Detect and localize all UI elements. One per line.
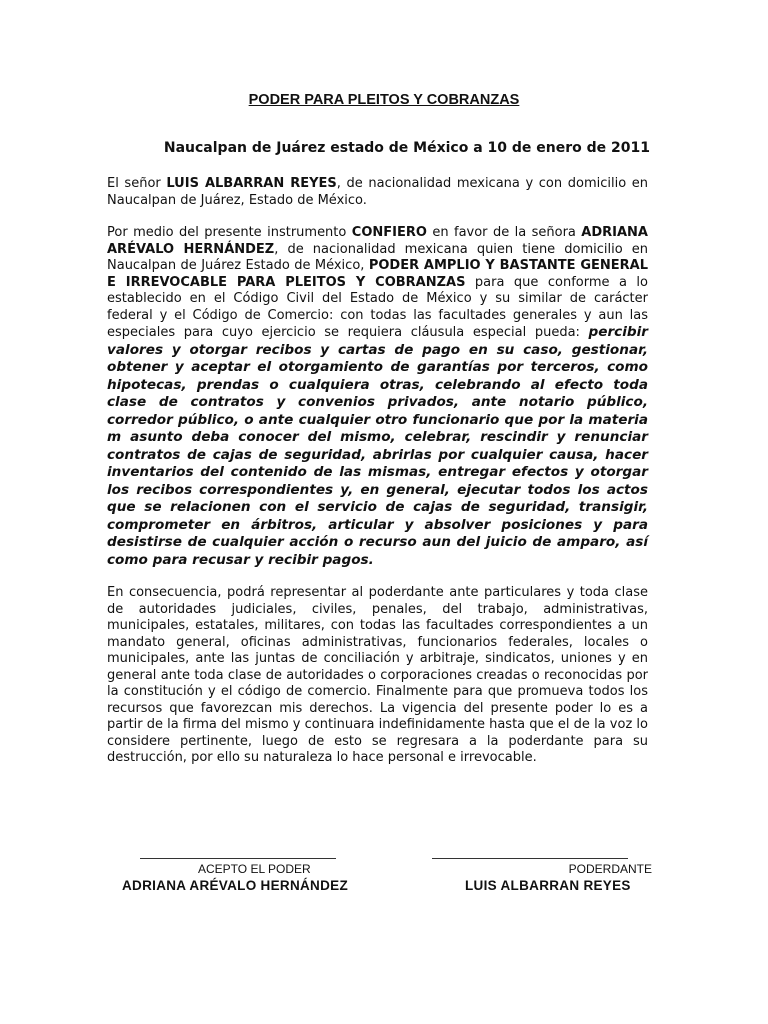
powers-list: percibir valores y otorgar recibos y cartas de pago en su caso, gestionar, obtener y aceptar el otorgamiento de garantías por terceros, como hipotecas, prendas o cualquiera otras, celebrando al efecto toda clase de contratos y convenios privados, ante notario público, corredor público, o ante cualquier otro funcionario que por la materia m asunto deba conocer del mismo, celebrar, rescindir y renunciar contratos de cajas de seguridad, abrirlas por cualquier causa, hacer inventarios del contenido de las mismas, entregar efectos y otorgar los recibos correspondientes y, en general, ejecutar todos los actos que se relacionen con el servicio de cajas de seguridad, transigir, comprometer en árbitros, articular y absolver posiciones y para desistirse de cualquier acción o recurso aun del juicio de amparo, así como para recusar y recibir pagos. [107,324,648,568]
power-type: PODER AMPLIO Y BASTANTE GENERAL E IRREVOCABLE PARA PLEITOS Y COBRANZAS [107,258,648,290]
signature-name: LUIS ALBARRAN REYES [465,878,631,893]
signature-caption: PODERDANTE [568,862,652,876]
paragraph-powers: Por medio del presente instrumento CONFIERO en favor de la señora ADRIANA ARÉVALO HERNÁNDEZ, de nacionalidad mexicana quien tiene domicilio en Naucalpan de Juárez Estado de México, PODER AMPLIO Y BASTANTE GENERAL E IRREVOCABLE PARA PLEITOS Y COBRANZAS para que conforme a lo establecido en el Código Civil del Estado de México y su similar de carácter federal y el Código de Comercio: con todas las facultades generales y aun las especiales para cuyo ejercicio se requiera cláusula especial pueda: percibir valores y otorgar recibos y cartas de pago en su caso, gestionar, obtener y aceptar el otorgamiento de garantías por terceros, como hipotecas, prendas o cualquiera otras, celebrando al efecto toda clase de contratos y convenios privados, ante notario público, corredor público, o ante cualquier otro funcionario que por la materia m asunto deba conocer del mismo, celebrar, rescindir y renunciar contratos de cajas de seguridad, abrirlas por cualquier causa, hacer inventarios del contenido de las mismas, entregar efectos y otorgar los recibos correspondientes y, en general, ejecutar todos los actos que se relacionen con el servicio de cajas de seguridad, transigir, comprometer en árbitros, articular y absolver posiciones y para desistirse de cualquier acción o recurso aun del juicio de amparo, así como para recusar y recibir pagos. [107,225,649,568]
document-body [107,176,648,783]
grantee-name: ADRIANA ARÉVALO HERNÁNDEZ [107,225,648,257]
signature-name: ADRIANA ARÉVALO HERNÁNDEZ [122,878,348,893]
document-title-text: PODER PARA PLEITOS Y COBRANZAS [248,92,520,108]
paragraph-representation: En consecuencia, podrá representar al poderdante ante particulares y toda clase de autoridades judiciales, civiles, penales, del trabajo, administrativas, municipales, estatales, militares, con todas las facultades correspondientes a un mandato general, oficinas administrativas, funcionarios federales, locales o municipales, ante las juntas de conciliación y arbitraje, sindicatos, uniones y en general ante toda clase de autoridades o corporaciones creadas o reconocidas por la constitución y el código de comercio. Finalmente para que promueva todos los recursos que favorezcan mis derechos. La vigencia del presente poder lo es a partir de la firma del mismo y continuara indefinidamente hasta que el de la voz lo considere pertinente, luego de esto se regresara a la poderdante para su destrucción, por ello su naturaleza lo hace personal e irrevocable. [107,585,648,765]
confiero-word: CONFIERO [351,225,427,240]
signature-caption: ACEPTO EL PODER [198,862,311,876]
signature-block-grantee [122,858,382,893]
place-date: Naucalpan de Juárez estado de México a 10 de enero de 2011 [163,140,650,156]
grantor-name: LUIS ALBARRAN REYES [166,176,337,191]
signature-line [432,858,628,859]
signature-block-grantor [432,858,654,893]
document-title [0,92,768,108]
paragraph-grantor: El señor LUIS ALBARRAN REYES, de nacionalidad mexicana y con domicilio en Naucalpan de Juárez, Estado de México. [107,176,649,208]
signature-line [140,858,336,859]
